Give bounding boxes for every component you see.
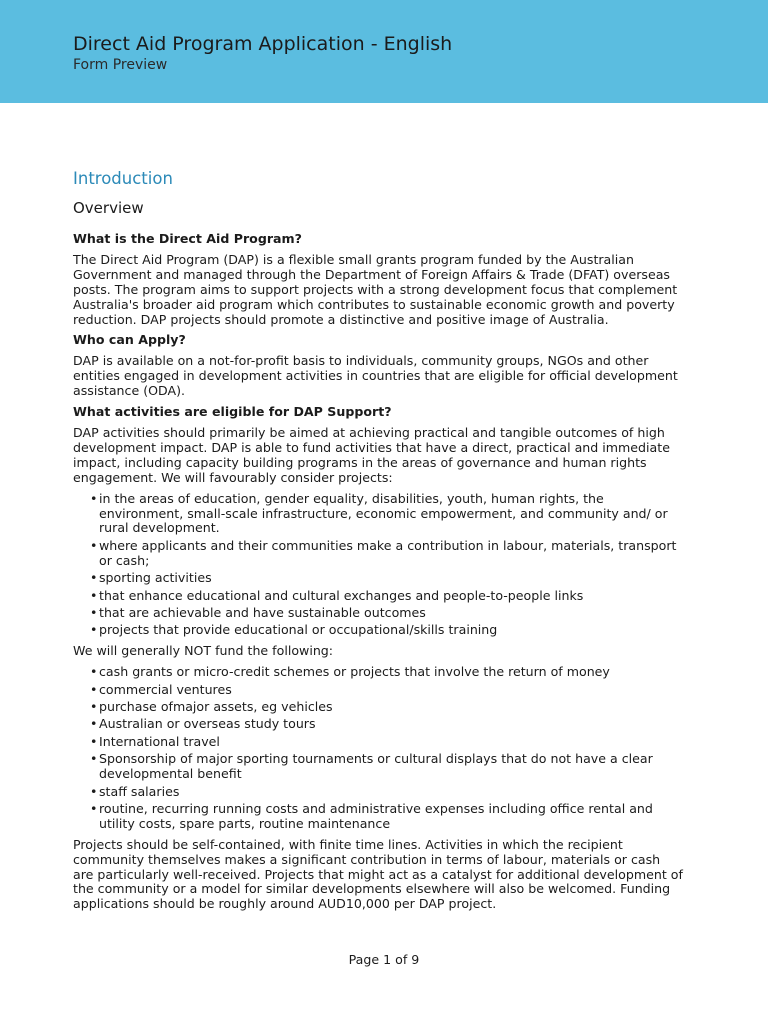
list-item	[90, 785, 683, 800]
question-activities: What activities are eligible for DAP Support?	[73, 404, 392, 420]
bullet-icon: •	[90, 622, 98, 638]
not-fund-intro: We will generally NOT fund the following:	[73, 643, 334, 659]
activities-intro: DAP activities should primarily be aimed at achieving practical and tangible outcomes of high development impact. DAP is able to fund activities that have a direct, practical and immediate impact, including capacity building programs in the areas of governance and human rights engagement. We will favourably consider projects:	[73, 424, 670, 485]
list-item	[90, 665, 683, 680]
bullet-icon: •	[90, 604, 98, 620]
bullet-icon: •	[90, 800, 98, 816]
bullet-icon: •	[90, 490, 98, 506]
list-item-text: cash grants or micro-credit schemes or projects that involve the return of money	[99, 664, 610, 680]
bullet-icon: •	[90, 570, 98, 586]
section-subtitle: Overview	[73, 199, 144, 217]
list-item-text: purchase ofmajor assets, eg vehicles	[99, 698, 333, 714]
answer-what-is: The Direct Aid Program (DAP) is a flexible small grants program funded by the Australian Government and managed through the Department of Foreign Affairs & Trade (DFAT) overseas posts. The program aims to support projects with a strong development focus that complement Australia's broader aid program which contributes to sustainable economic growth and poverty reduction. DAP projects should promote a distinctive and positive image of Australia.	[73, 251, 678, 327]
list-item-text: that are achievable and have sustainable outcomes	[99, 604, 426, 620]
form-content	[73, 168, 683, 918]
bullet-icon: •	[90, 733, 98, 749]
not-funded-list	[73, 665, 683, 832]
list-item	[90, 683, 683, 698]
list-item-text: in the areas of education, gender equality, disabilities, youth, human rights, the environment, small-scale infrastructure, economic empowerment, and community and/ or rural development.	[99, 490, 668, 536]
document-subtitle: Form Preview	[73, 57, 168, 73]
list-item	[90, 752, 683, 782]
closing-paragraph: Projects should be self-contained, with finite time lines. Activities in which the recipient community themselves makes a significant contribution in terms of labour, materials or cash are particularly well-received. Projects that might act as a catalyst for additional development of the community or a model for similar developments elsewhere will also be welcomed. Funding applications should be roughly around AUD10,000 per DAP project.	[73, 836, 683, 912]
bullet-icon: •	[90, 664, 98, 680]
list-item	[90, 700, 683, 715]
list-item	[90, 606, 683, 621]
list-item	[90, 589, 683, 604]
list-item	[90, 717, 683, 732]
list-item-text: commercial ventures	[99, 681, 232, 697]
bullet-icon: •	[90, 587, 98, 603]
bullet-icon: •	[90, 537, 98, 553]
list-item-text: International travel	[99, 733, 220, 749]
document-title: Direct Aid Program Application - English	[73, 33, 453, 55]
question-who: Who can Apply?	[73, 332, 186, 348]
section-title: Introduction	[73, 169, 173, 188]
bullet-icon: •	[90, 716, 98, 732]
header-banner	[0, 0, 768, 103]
list-item-text: routine, recurring running costs and administrative expenses including office rental and utility costs, spare parts, routine maintenance	[99, 800, 653, 831]
list-item-text: Sponsorship of major sporting tournaments or cultural displays that do not have a clear developmental benefit	[99, 751, 653, 782]
list-item	[90, 802, 683, 832]
answer-who: DAP is available on a not-for-profit basis to individuals, community groups, NGOs and other entities engaged in development activities in countries that are eligible for official development assistance (ODA).	[73, 353, 678, 399]
bullet-icon: •	[90, 698, 98, 714]
eligible-activities-list	[73, 492, 683, 639]
bullet-icon: •	[90, 751, 98, 767]
list-item	[90, 492, 683, 537]
list-item-text: where applicants and their communities make a contribution in labour, materials, transport or cash;	[99, 537, 677, 568]
page-number: Page 1 of 9	[348, 952, 420, 967]
list-item	[90, 539, 683, 569]
list-item-text: staff salaries	[99, 783, 180, 799]
list-item	[90, 735, 683, 750]
list-item	[90, 571, 683, 586]
list-item-text: projects that provide educational or occupational/skills training	[99, 622, 498, 638]
list-item-text: that enhance educational and cultural exchanges and people-to-people links	[99, 587, 584, 603]
question-what-is: What is the Direct Aid Program?	[73, 231, 302, 246]
list-item-text: sporting activities	[99, 570, 212, 586]
bullet-icon: •	[90, 783, 98, 799]
list-item	[90, 623, 683, 638]
list-item-text: Australian or overseas study tours	[99, 716, 316, 732]
bullet-icon: •	[90, 681, 98, 697]
